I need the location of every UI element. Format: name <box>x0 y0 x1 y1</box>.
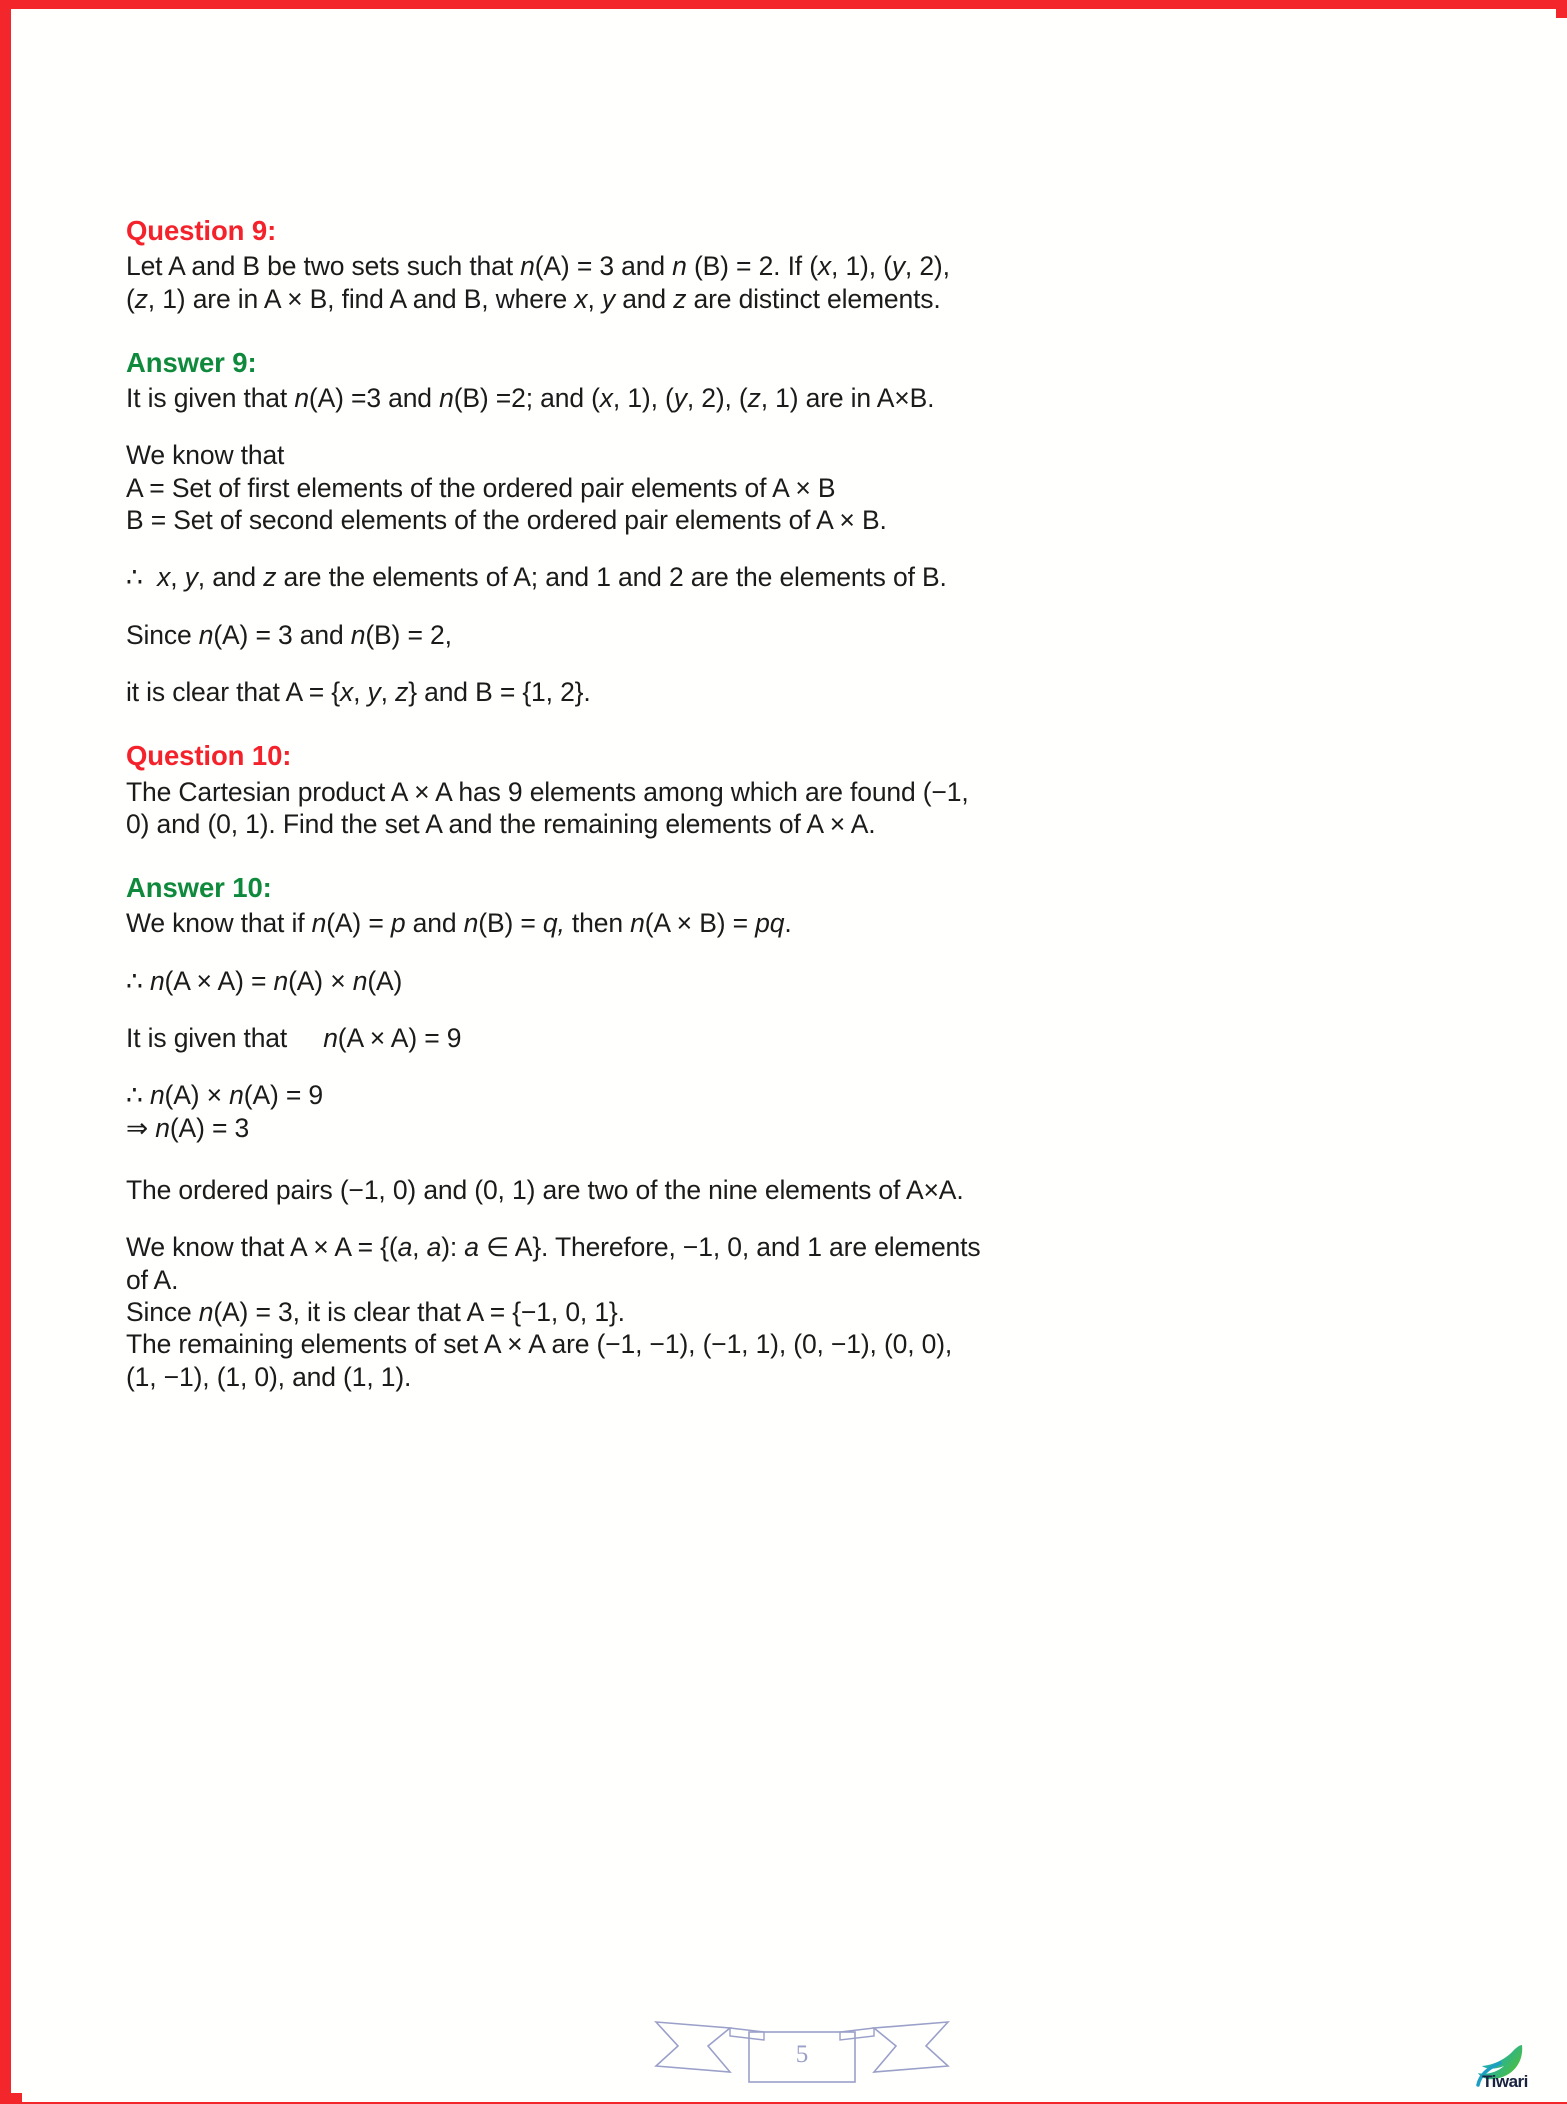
q9-var-z-1: z <box>134 283 148 314</box>
a9-var-z: z <box>747 383 761 414</box>
a9-p5-seg-b: , <box>353 677 368 707</box>
a9-p1-seg-d: , 1), ( <box>612 383 674 414</box>
a10-var-q: q, <box>542 908 565 939</box>
a9-p3-seg-b: , <box>170 562 185 593</box>
a9-p3-var-x: x <box>157 562 171 593</box>
q9-line2-seg-c: , <box>587 283 602 314</box>
answer-10-given-line <box>126 1022 1086 1054</box>
answer-9-set-b-definition: B = Set of second elements of the ordered pair elements of A × B. <box>126 505 887 536</box>
a9-p5-var-x: x <box>339 677 354 707</box>
a9-p3-seg-d: are the elements of A; and 1 and 2 are the elements of B. <box>276 562 947 593</box>
brand-name-label: Tiwari <box>1482 2072 1528 2091</box>
q9-var-x-1: x <box>817 251 832 282</box>
answer-9-conclusion-line <box>126 676 1086 708</box>
a10-p9-line-2: (1, −1), (1, 0), and (1, 1). <box>126 1361 412 1392</box>
q10-line-2: 0) and (0, 1). Find the set A and the remaining elements of A × A. <box>126 808 876 839</box>
spacer <box>126 651 1086 676</box>
a10-p1-seg-b: (A) = <box>326 908 391 939</box>
a9-p1-seg-c: (B) =2; and ( <box>453 383 600 414</box>
a10-p2-seg-a: ∴ <box>126 965 150 996</box>
page-number-ribbon <box>652 2006 952 2084</box>
a10-p3-spacer <box>287 1023 323 1053</box>
answer-9-heading: Answer 9: <box>126 346 257 378</box>
a10-var-n-3: n <box>630 908 645 939</box>
a9-var-y: y <box>673 383 687 414</box>
a10-p7-seg-d: ∈ A}. Therefore, −1, 0, and 1 are elements <box>478 1232 981 1263</box>
answer-9-therefore-line <box>126 561 1086 593</box>
a9-p4-var-n-2: n <box>350 619 366 650</box>
a10-p2-var-n-3: n <box>352 965 368 996</box>
a9-p5-seg-d: } and B = {1, 2}. <box>408 677 591 707</box>
document-content <box>126 213 1086 1393</box>
a10-p2-var-n-1: n <box>149 965 165 996</box>
q9-line1-seg-e: , 2), <box>904 251 950 282</box>
a9-p3-var-y: y <box>184 562 198 593</box>
spacer <box>126 1206 1086 1231</box>
a10-p8-var-n: n <box>198 1296 214 1327</box>
a9-p5-var-y: y <box>367 677 381 707</box>
q10-line-1: The Cartesian product A × A has 9 elements among which are found (−1, <box>126 776 969 807</box>
q9-var-n-1: n <box>520 251 535 282</box>
q9-line2-seg-e: are distinct elements. <box>686 283 941 314</box>
q9-line1-seg-a: Let A and B be two sets such that <box>126 251 521 282</box>
answer-9-we-know-line: We know that <box>126 440 285 471</box>
spacer <box>126 940 1086 965</box>
a10-p4-var-n-2: n <box>229 1080 244 1111</box>
a9-var-x: x <box>599 383 613 414</box>
q9-var-y-1: y <box>891 251 905 282</box>
a9-p5-seg-a: it is clear that A = { <box>126 677 340 707</box>
a10-var-n-2: n <box>463 908 479 939</box>
a10-p9-line-1: The remaining elements of set A × A are (−1, −1), (−1, 1), (0, −1), (0, 0), <box>126 1329 953 1360</box>
answer-10-heading: Answer 10: <box>126 872 272 904</box>
spacer <box>126 536 1086 561</box>
a9-p3-seg-a: ∴ <box>126 562 158 593</box>
answer-10-remaining-elements <box>126 1328 1086 1393</box>
a10-p2-seg-c: (A) × <box>288 965 353 996</box>
a9-p1-seg-f: , 1) are in A×B. <box>760 383 935 414</box>
q9-line2-seg-d: and <box>614 283 674 314</box>
a10-p7-seg-a: We know that A × A = {( <box>126 1232 398 1263</box>
a10-var-pq: pq <box>755 908 785 939</box>
spacer <box>126 1054 1086 1079</box>
a9-p3-var-z: z <box>263 562 277 593</box>
q9-var-n-2: n <box>672 251 687 282</box>
a10-var-n-1: n <box>311 908 327 939</box>
spacer <box>126 840 1086 870</box>
a10-p3-seg-a: It is given that <box>126 1023 288 1054</box>
a10-p4-seg-b: (A) × <box>164 1080 230 1111</box>
answer-10-na-result <box>126 1112 1086 1144</box>
answer-9-set-a-definition: A = Set of first elements of the ordered pair elements of A × B <box>126 472 836 503</box>
question-9-body <box>126 250 1086 315</box>
a10-p2-seg-b: (A × A) = <box>164 965 274 996</box>
answer-10-naa-expansion <box>126 965 1086 997</box>
a9-p5-var-z: z <box>395 677 409 707</box>
question-10-heading: Question 10: <box>126 740 292 772</box>
q9-var-z-2: z <box>673 283 687 314</box>
answer-9-since-line <box>126 619 1086 651</box>
a10-p7-var-a-2: a <box>426 1232 442 1263</box>
a10-p7-seg-c: ): <box>441 1232 465 1263</box>
a9-p3-seg-c: , and <box>197 562 264 593</box>
a10-p1-seg-a: We know that if <box>126 908 312 939</box>
a10-p5-seg-b: (A) = 3 <box>169 1112 250 1143</box>
q9-line2-seg-a: ( <box>126 283 135 314</box>
a10-p1-seg-g: . <box>784 908 792 939</box>
answer-10-diagonal-definition <box>126 1231 1086 1296</box>
a10-p8-seg-a: Since <box>126 1296 199 1327</box>
spacer <box>126 594 1086 619</box>
a10-p3-seg-b: (A × A) = 9 <box>337 1023 462 1054</box>
q9-line2-seg-b: , 1) are in A × B, find A and B, where <box>147 283 575 314</box>
a10-p7-seg-b: , <box>412 1232 427 1263</box>
spacer <box>126 1144 1086 1174</box>
a10-p7-var-a-1: a <box>397 1232 413 1263</box>
page-number-label: 5 <box>795 2041 809 2068</box>
a10-p2-seg-d: (A) <box>367 965 403 996</box>
answer-9-given-line <box>126 382 1086 414</box>
a10-p7-line-2: of A. <box>126 1264 179 1295</box>
q9-var-y-2: y <box>601 283 615 314</box>
a10-p1-seg-e: then <box>564 908 631 939</box>
a9-p1-seg-b: (A) =3 and <box>308 383 440 414</box>
spacer <box>126 708 1086 738</box>
question-9-heading: Question 9: <box>126 215 277 246</box>
page-canvas <box>22 18 1567 2102</box>
a9-p4-seg-c: (B) = 2, <box>365 619 452 650</box>
a9-var-n-1: n <box>294 383 309 414</box>
a9-p1-seg-a: It is given that <box>126 383 295 414</box>
a9-p4-var-n-1: n <box>198 619 214 650</box>
a10-p3-var-n: n <box>323 1023 338 1054</box>
a9-p4-seg-b: (A) = 3 and <box>213 619 351 650</box>
q9-line1-seg-b: (A) = 3 and <box>534 251 673 282</box>
a10-p5-var-n: n <box>155 1112 170 1143</box>
a10-p1-seg-f: (A × B) = <box>644 908 756 939</box>
a10-p1-seg-d: (B) = <box>478 908 543 939</box>
a9-p1-seg-e: , 2), ( <box>686 383 748 414</box>
a9-p5-seg-c: , <box>380 677 396 707</box>
a10-p2-var-n-2: n <box>273 965 289 996</box>
a10-p4-seg-c: (A) = 9 <box>243 1080 323 1111</box>
spacer <box>126 997 1086 1022</box>
a10-p7-var-a-3: a <box>464 1232 479 1263</box>
a10-p5-seg-a: ⇒ <box>126 1112 156 1143</box>
q9-line1-seg-d: , 1), ( <box>831 251 892 282</box>
a10-p8-seg-b: (A) = 3, it is clear that A = {−1, 0, 1}. <box>213 1296 625 1327</box>
answer-10-set-a-result <box>126 1296 1086 1328</box>
answer-10-square-equation <box>126 1079 1086 1111</box>
a10-p1-seg-c: and <box>405 908 464 939</box>
a10-p4-seg-a: ∴ <box>126 1080 150 1111</box>
answer-10-formula-line <box>126 907 1086 939</box>
a9-p4-seg-a: Since <box>126 619 199 650</box>
a10-var-p: p <box>390 908 406 939</box>
answer-10-ordered-pairs-line: The ordered pairs (−1, 0) and (0, 1) are two of the nine elements of A×A. <box>126 1175 964 1205</box>
spacer <box>126 315 1086 345</box>
a10-p4-var-n-1: n <box>149 1080 165 1111</box>
a9-var-n-2: n <box>439 383 454 414</box>
question-10-body <box>126 776 1086 841</box>
q9-var-x-2: x <box>574 283 588 314</box>
q9-line1-seg-c: (B) = 2. If ( <box>686 251 818 282</box>
spacer <box>126 414 1086 439</box>
